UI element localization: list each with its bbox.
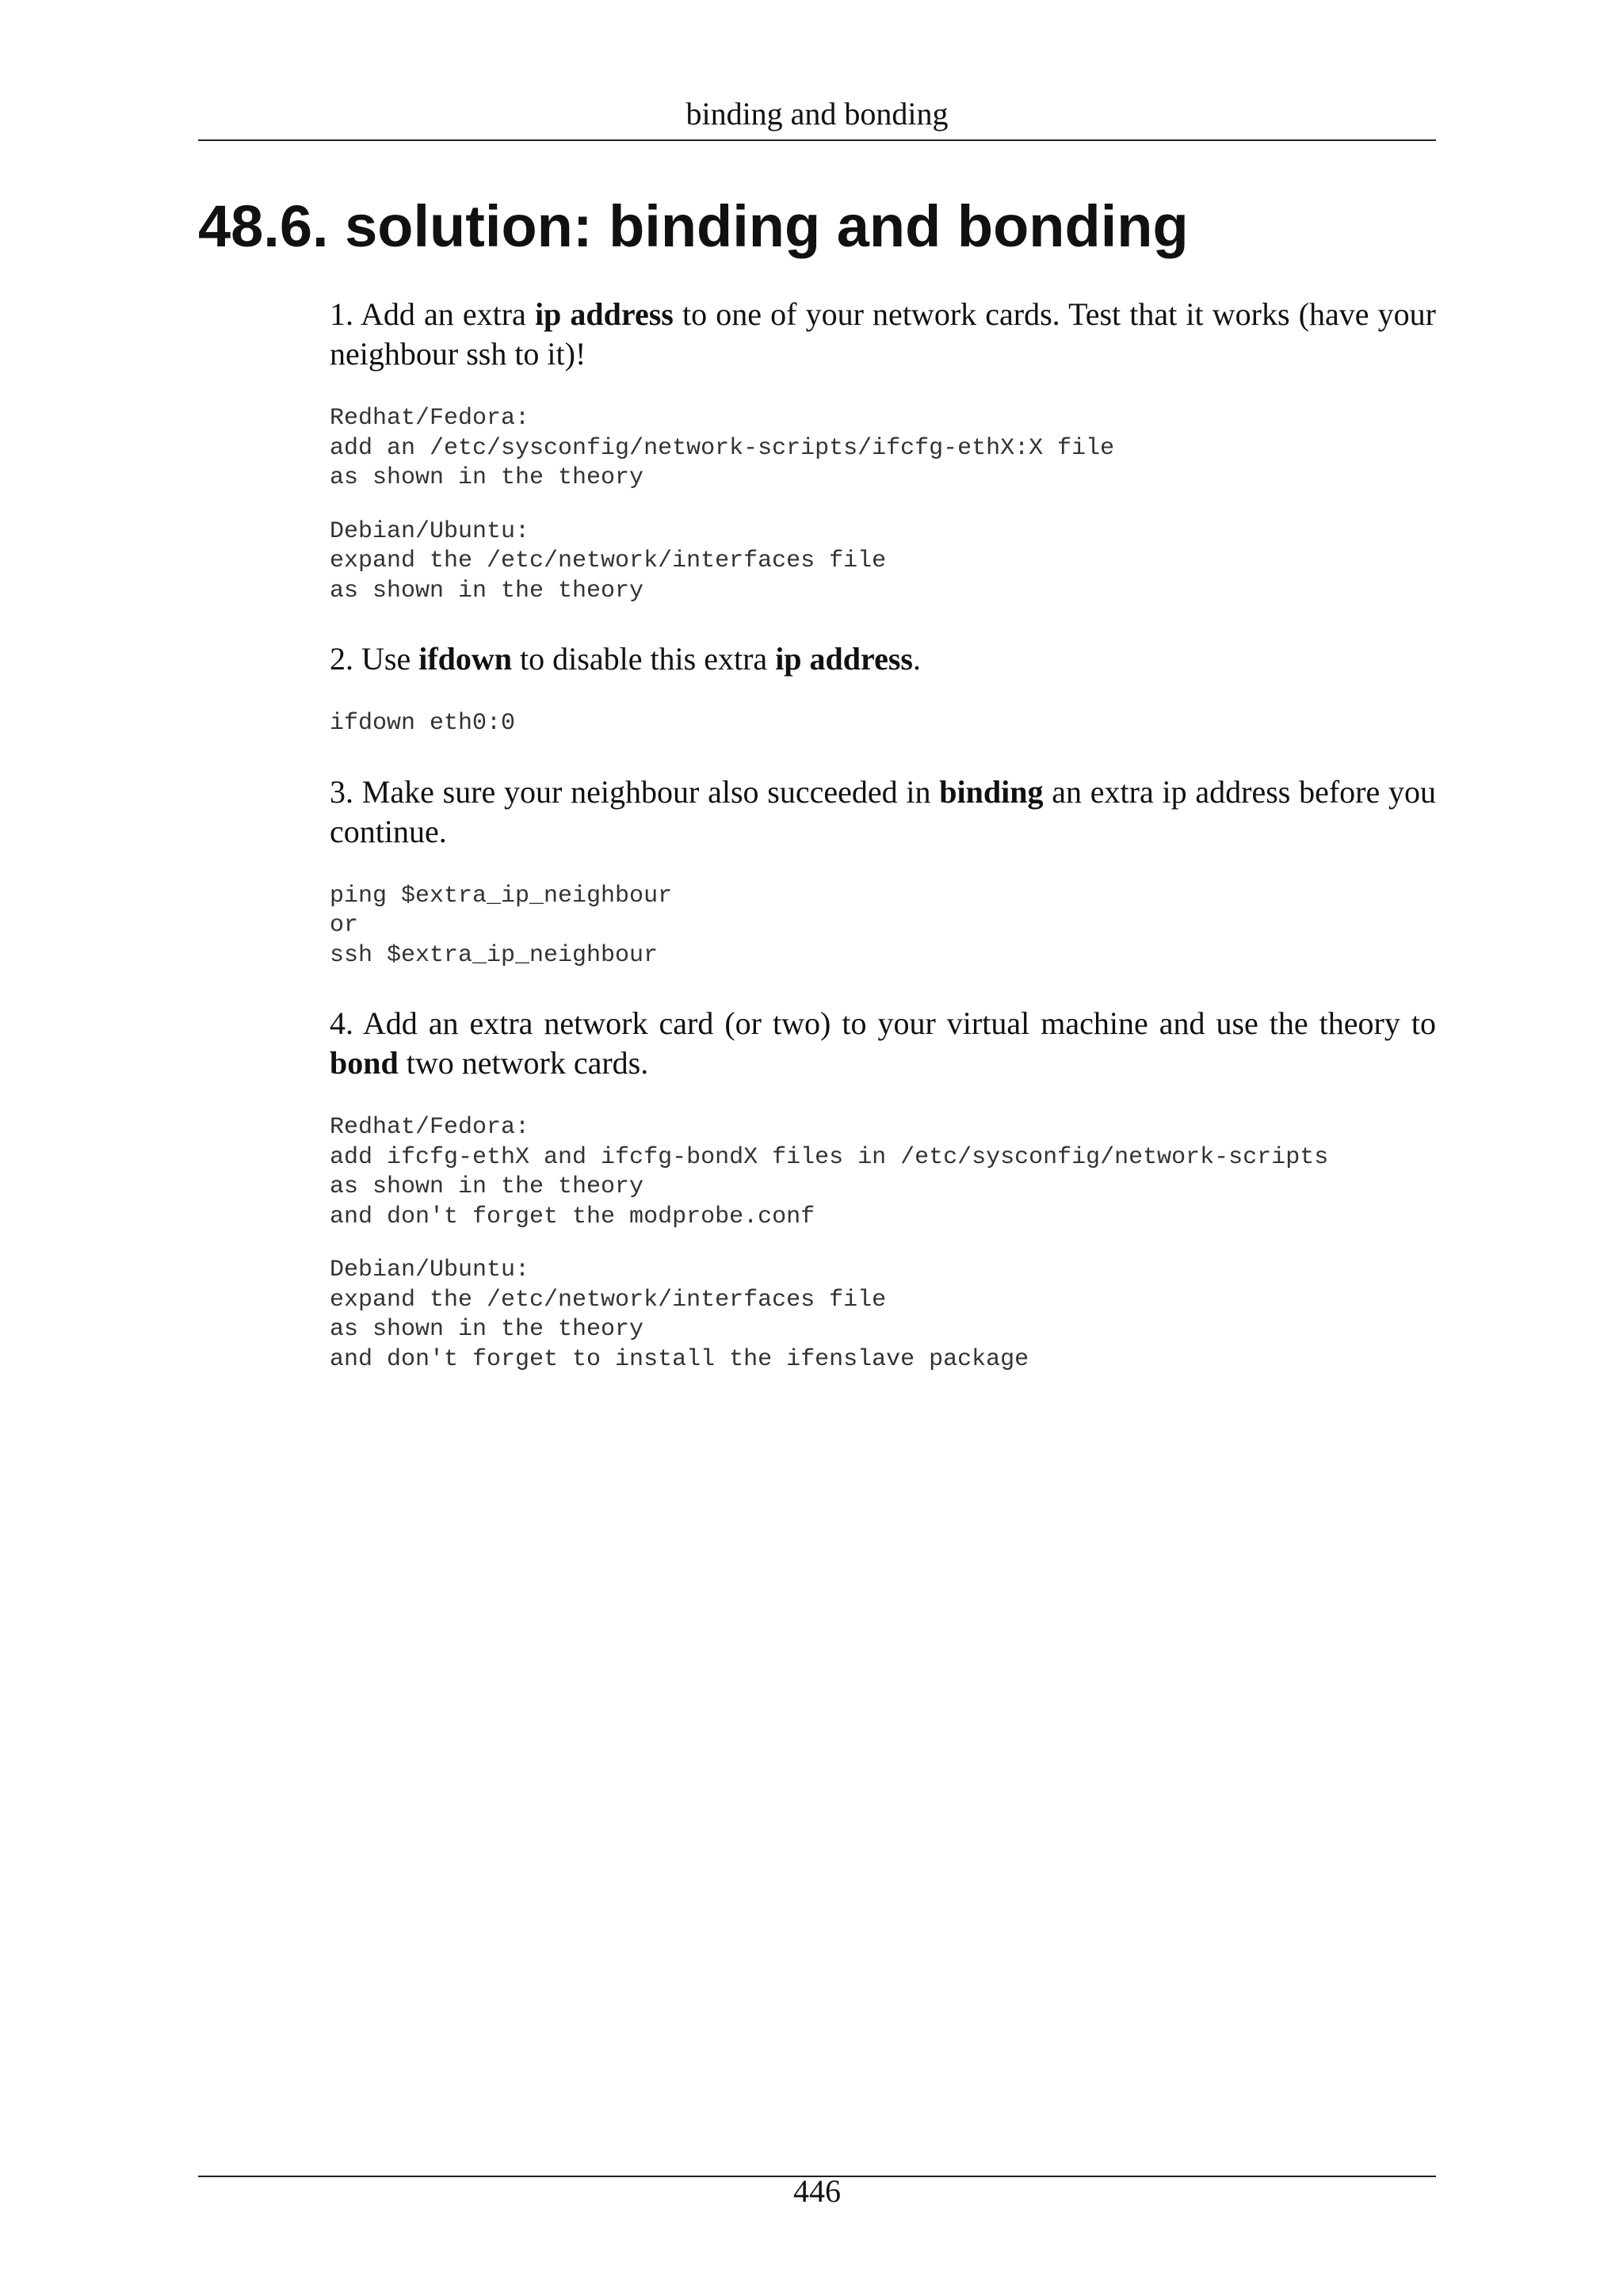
code-block-redhat-bond: Redhat/Fedora: add ifcfg-ethX and ifcfg-bondX files in /etc/sysconfig/network-scripts as shown in the theory and don't forget the modprobe.conf xyxy=(330,1114,1329,1230)
question-4: 4. Add an extra network card (or two) to your virtual machine and use the theory to bond two network cards. xyxy=(330,1005,1436,1081)
question-number: 2. xyxy=(330,641,361,677)
emphasis: ip address xyxy=(534,296,674,332)
question-number: 4. xyxy=(330,1005,363,1041)
question-1: 1. Add an extra ip address to one of your network cards. Test that it works (have your neighbour ssh to it)! xyxy=(330,296,1436,372)
code-block-ping: ping $extra_ip_neighbour or ssh $extra_ip_neighbour xyxy=(330,882,673,969)
page-number: 446 xyxy=(793,2173,841,2209)
code-block-debian-bond: Debian/Ubuntu: expand the /etc/network/interfaces file as shown in the theory and don't forget to install the ifenslave package xyxy=(330,1257,1029,1373)
running-header: binding and bonding xyxy=(685,96,949,132)
code-block-redhat: Redhat/Fedora: add an /etc/sysconfig/network-scripts/ifcfg-ethX:X file as shown in the theory xyxy=(330,405,1115,491)
code-block-ifdown: ifdown eth0:0 xyxy=(330,710,516,737)
emphasis: ip address xyxy=(775,641,913,677)
question-number: 3. xyxy=(330,773,362,810)
solutions-content xyxy=(330,295,1436,1375)
question-2: 2. Use ifdown to disable this extra ip address. xyxy=(330,641,921,677)
emphasis: ifdown xyxy=(418,641,513,677)
emphasis: binding xyxy=(939,773,1044,810)
section-title: 48.6. solution: binding and bonding xyxy=(198,193,1189,259)
emphasis: bond xyxy=(330,1045,399,1081)
question-3: 3. Make sure your neighbour also succeeded in binding an extra ip address before you continue. xyxy=(330,773,1437,849)
code-block-debian: Debian/Ubuntu: expand the /etc/network/interfaces file as shown in the theory xyxy=(330,517,887,605)
question-number: 1. xyxy=(330,296,361,332)
header-rule xyxy=(198,139,1436,141)
